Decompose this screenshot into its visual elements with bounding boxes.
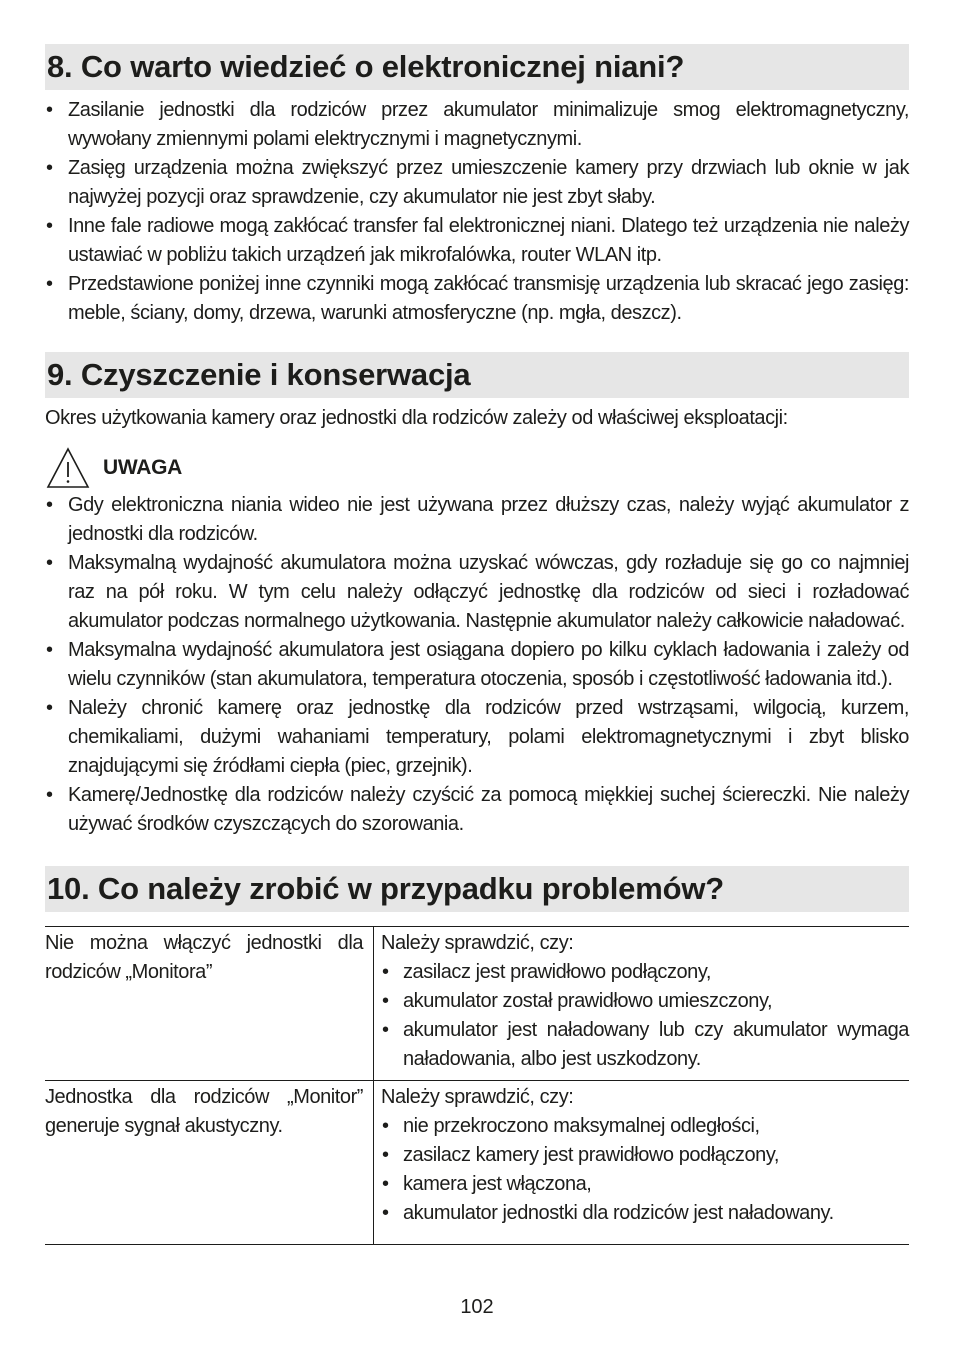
list-item: • zasilacz kamery jest prawidłowo podłączony, (381, 1141, 909, 1170)
section-9-intro: Okres użytkowania kamery oraz jednostki dla rodziców zależy od właściwej eksploatacji: (45, 407, 788, 429)
table-row (45, 1081, 909, 1245)
list-item: • Zasilanie jednostki dla rodziców przez akumulator minimalizuje smog elektromagnetyczny, wywołany zmiennymi polami elektrycznymi i magnetycznymi. (45, 96, 909, 154)
troubleshooting-table (45, 926, 909, 1245)
list-item: • nie przekroczono maksymalnej odległości, (381, 1112, 909, 1141)
list-item: • Maksymalną wydajność akumulatora można uzyskać wówczas, gdy rozładuje się go co najmniej raz na pół roku. W tym celu należy odłączyć jednostkę dla rodziców od sieci i rozładować akumulator podczas normalnego użytkowania. Następnie akumulator należy całkowicie naładować. (45, 549, 909, 636)
solution-lead: Należy sprawdzić, czy: (381, 1086, 574, 1108)
list-item: • Inne fale radiowe mogą zakłócać transfer fal elektronicznej niani. Dlatego też urządzenia nie należy ustawiać w pobliżu takich urządzeń jak mikrofalówka, router WLAN itp. (45, 212, 909, 270)
problem-cell: Jednostka dla rodziców „Monitor” generuje sygnał akustyczny. (45, 1081, 374, 1245)
list-item: • kamera jest włączona, (381, 1170, 909, 1199)
list-item: • Gdy elektroniczna niania wideo nie jest używana przez dłuższy czas, należy wyjąć akumulator z jednostki dla rodziców. (45, 491, 909, 549)
list-item: • akumulator jednostki dla rodziców jest naładowany. (381, 1199, 909, 1228)
list-item: • akumulator został prawidłowo umieszczony, (381, 987, 909, 1016)
solution-cell (374, 1081, 910, 1245)
section-9-list (45, 491, 909, 839)
list-item: • Maksymalna wydajność akumulatora jest osiągana dopiero po kilku cyklach ładowania i zależy od wielu czynników (stan akumulatora, temperatura otoczenia, sposób i częstotliwość ładowania itd.). (45, 636, 909, 694)
solution-list (381, 958, 909, 1074)
problem-cell: Nie można włączyć jednostki dla rodziców „Monitora” (45, 927, 374, 1081)
list-item: • Kamerę/Jednostkę dla rodziców należy czyścić za pomocą miękkiej suchej ściereczki. Nie należy używać środków czyszczących do szorowania. (45, 781, 909, 839)
solution-list (381, 1112, 909, 1228)
list-item: • zasilacz jest prawidłowo podłączony, (381, 958, 909, 987)
solution-cell (374, 927, 910, 1081)
page-content (45, 44, 909, 1245)
list-item: • akumulator jest naładowany lub czy akumulator wymaga naładowania, albo jest uszkodzony. (381, 1016, 909, 1074)
warning-label: UWAGA (103, 456, 182, 479)
table-row (45, 927, 909, 1081)
warning-triangle-icon (45, 446, 91, 490)
warning-notice (45, 445, 909, 491)
section-8-list (45, 96, 909, 328)
list-item: • Przedstawione poniżej inne czynniki mogą zakłócać transmisję urządzenia lub skracać jego zasięg: meble, ściany, domy, drzewa, warunki atmosferyczne (np. mgła, deszcz). (45, 270, 909, 328)
section-9-heading: 9. Czyszczenie i konserwacja (45, 352, 909, 398)
solution-lead: Należy sprawdzić, czy: (381, 932, 574, 954)
list-item: • Należy chronić kamerę oraz jednostkę dla rodziców przed wstrząsami, wilgocią, kurzem, chemikaliami, dużymi wahaniami temperatury, polami elektromagnetycznymi i zbyt blisko znajdującymi się źródłami ciepła (piec, grzejnik). (45, 694, 909, 781)
list-item: • Zasięg urządzenia można zwiększyć przez umieszczenie kamery przy drzwiach lub oknie w jak najwyżej pozycji oraz sprawdzenie, czy akumulator nie jest zbyt słaby. (45, 154, 909, 212)
section-8-heading: 8. Co warto wiedzieć o elektronicznej niani? (45, 44, 909, 90)
page-number: 102 (460, 1296, 494, 1318)
section-10-heading: 10. Co należy zrobić w przypadku problemów? (45, 866, 909, 912)
